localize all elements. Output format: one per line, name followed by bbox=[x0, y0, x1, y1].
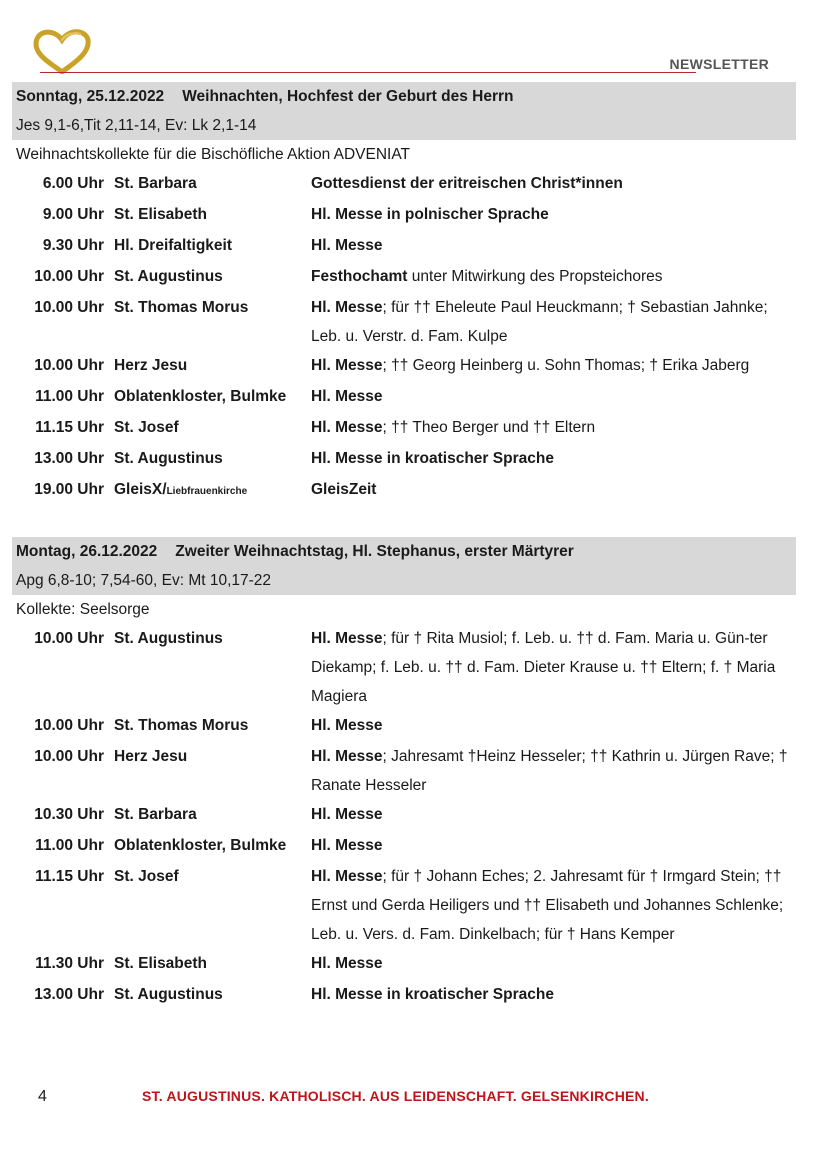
service-desc bbox=[309, 711, 796, 742]
place-name: GleisX/ bbox=[114, 481, 167, 498]
service-row bbox=[12, 200, 796, 231]
service-desc bbox=[309, 351, 796, 382]
service-time: 10.00 Uhr bbox=[34, 357, 104, 374]
service-time: 10.00 Uhr bbox=[34, 268, 104, 285]
service-time: 11.15 Uhr bbox=[35, 419, 104, 436]
service-place bbox=[104, 200, 309, 231]
service-row bbox=[12, 293, 796, 351]
place-name: Herz Jesu bbox=[114, 357, 188, 374]
day-date: Sonntag, 25.12.2022 bbox=[16, 88, 165, 105]
service-time: 13.00 Uhr bbox=[34, 986, 104, 1003]
service-row bbox=[12, 413, 796, 444]
service-place bbox=[104, 949, 309, 980]
service-row bbox=[12, 444, 796, 475]
place-name: St. Josef bbox=[114, 419, 179, 436]
service-title: Hl. Messe bbox=[311, 806, 383, 823]
day-feast: Weihnachten, Hochfest der Geburt des Herrn bbox=[182, 88, 514, 105]
service-row bbox=[12, 475, 796, 506]
service-place bbox=[104, 382, 309, 413]
service-row bbox=[12, 831, 796, 862]
place-name: St. Josef bbox=[114, 868, 179, 885]
place-name: Herz Jesu bbox=[114, 748, 188, 765]
service-row bbox=[12, 862, 796, 949]
service-place bbox=[104, 262, 309, 293]
service-time: 11.15 Uhr bbox=[35, 868, 104, 885]
service-row bbox=[12, 169, 796, 200]
service-title: Hl. Messe in kroatischer Sprache bbox=[311, 986, 554, 1003]
service-row bbox=[12, 800, 796, 831]
service-title: Hl. Messe bbox=[311, 299, 383, 316]
service-time: 10.00 Uhr bbox=[34, 630, 104, 647]
service-place bbox=[104, 475, 309, 506]
service-place bbox=[104, 293, 309, 351]
service-title: Hl. Messe bbox=[311, 717, 383, 734]
service-time: 11.00 Uhr bbox=[35, 388, 104, 405]
service-place bbox=[104, 624, 309, 711]
service-place bbox=[104, 980, 309, 1011]
service-intentions: ; Jahresamt †Heinz Hesseler; †† Kathrin u. Jürgen Rave; † Ranate Hesseler bbox=[311, 748, 788, 794]
service-desc bbox=[309, 862, 796, 949]
service-desc bbox=[309, 475, 796, 506]
service-row bbox=[12, 231, 796, 262]
day-feast: Zweiter Weihnachtstag, Hl. Stephanus, erster Märtyrer bbox=[175, 543, 574, 560]
place-name: Oblatenkloster, Bulmke bbox=[114, 837, 287, 854]
day-header bbox=[12, 82, 796, 140]
day-title bbox=[12, 82, 796, 111]
service-desc bbox=[309, 831, 796, 862]
service-place bbox=[104, 231, 309, 262]
service-time: 11.00 Uhr bbox=[35, 837, 104, 854]
place-name: St. Barbara bbox=[114, 175, 197, 192]
service-place bbox=[104, 413, 309, 444]
service-title: Hl. Messe in kroatischer Sprache bbox=[311, 450, 554, 467]
day-date: Montag, 26.12.2022 bbox=[16, 543, 158, 560]
service-desc bbox=[309, 231, 796, 262]
kollekte-line: Kollekte: Seelsorge bbox=[16, 601, 150, 618]
service-intentions: ; †† Georg Heinberg u. Sohn Thomas; † Erika Jaberg bbox=[382, 357, 750, 374]
service-title: Hl. Messe bbox=[311, 955, 383, 972]
day-header bbox=[12, 537, 796, 595]
service-desc bbox=[309, 949, 796, 980]
service-time: 10.00 Uhr bbox=[34, 748, 104, 765]
day-readings: Jes 9,1-6,Tit 2,11-14, Ev: Lk 2,1-14 bbox=[16, 117, 257, 134]
service-desc bbox=[309, 800, 796, 831]
service-desc bbox=[309, 382, 796, 413]
service-row bbox=[12, 742, 796, 800]
footer-slogan: ST. AUGUSTINUS. KATHOLISCH. AUS LEIDENSCHAFT. GELSENKIRCHEN. bbox=[142, 1088, 649, 1104]
place-name: St. Augustinus bbox=[114, 268, 223, 285]
place-name: St. Thomas Morus bbox=[114, 299, 249, 316]
service-intentions: ; für † Johann Eches; 2. Jahresamt für † Irmgard Stein; †† Ernst und Gerda Heiligers und †† Elisabeth und Johannes Schlenke; Leb. u. Vers. d. Fam. Dinkelbach; für † Hans Kemper bbox=[311, 868, 784, 943]
service-intentions: ; für † Rita Musiol; f. Leb. u. †† d. Fam. Maria u. Gün-ter Diekamp; f. Leb. u. †† d. Fam. Dieter Krause u. †† Eltern; f. † Maria Magiera bbox=[311, 630, 776, 705]
service-place bbox=[104, 800, 309, 831]
place-name: Oblatenkloster, Bulmke bbox=[114, 388, 287, 405]
service-time: 10.00 Uhr bbox=[34, 717, 104, 734]
service-title: Hl. Messe bbox=[311, 748, 383, 765]
service-row bbox=[12, 382, 796, 413]
newsletter-label: NEWSLETTER bbox=[669, 56, 769, 72]
service-title: Hl. Messe bbox=[311, 237, 383, 254]
place-name: St. Elisabeth bbox=[114, 955, 208, 972]
day-spacer bbox=[12, 506, 796, 537]
service-desc bbox=[309, 413, 796, 444]
place-sub: Liebfrauenkirche bbox=[166, 486, 248, 497]
service-title: Festhochamt bbox=[311, 268, 408, 285]
service-time: 6.00 Uhr bbox=[42, 175, 104, 192]
service-title: Hl. Messe bbox=[311, 630, 383, 647]
service-desc bbox=[309, 624, 796, 711]
service-row bbox=[12, 980, 796, 1011]
service-intentions: unter Mitwirkung des Propsteichores bbox=[407, 268, 663, 285]
service-time: 10.30 Uhr bbox=[34, 806, 104, 823]
service-time: 11.30 Uhr bbox=[35, 955, 104, 972]
header-rule bbox=[40, 72, 696, 73]
place-name: St. Augustinus bbox=[114, 630, 223, 647]
place-name: St. Thomas Morus bbox=[114, 717, 249, 734]
place-name: St. Elisabeth bbox=[114, 206, 208, 223]
service-place bbox=[104, 862, 309, 949]
service-title: Hl. Messe bbox=[311, 837, 383, 854]
service-time: 19.00 Uhr bbox=[34, 481, 104, 498]
place-name: Hl. Dreifaltigkeit bbox=[114, 237, 232, 254]
service-row bbox=[12, 949, 796, 980]
service-desc bbox=[309, 293, 796, 351]
service-place bbox=[104, 351, 309, 382]
service-intentions: ; †† Theo Berger und †† Eltern bbox=[382, 419, 596, 436]
service-row bbox=[12, 711, 796, 742]
service-time: 9.30 Uhr bbox=[42, 237, 104, 254]
service-row bbox=[12, 624, 796, 711]
service-place bbox=[104, 169, 309, 200]
service-title: Hl. Messe bbox=[311, 357, 383, 374]
service-place bbox=[104, 711, 309, 742]
service-title: Hl. Messe bbox=[311, 388, 383, 405]
service-time: 13.00 Uhr bbox=[34, 450, 104, 467]
service-row bbox=[12, 351, 796, 382]
service-time: 10.00 Uhr bbox=[34, 299, 104, 316]
service-row bbox=[12, 262, 796, 293]
service-place bbox=[104, 742, 309, 800]
service-desc bbox=[309, 262, 796, 293]
kollekte-line: Weihnachtskollekte für die Bischöfliche Aktion ADVENIAT bbox=[16, 146, 411, 163]
service-place bbox=[104, 831, 309, 862]
service-intentions: ; für †† Eheleute Paul Heuckmann; † Sebastian Jahnke; Leb. u. Verstr. d. Fam. Kulpe bbox=[311, 299, 768, 345]
place-name: St. Augustinus bbox=[114, 986, 223, 1003]
heart-logo-icon bbox=[32, 26, 94, 74]
service-desc bbox=[309, 169, 796, 200]
service-desc bbox=[309, 742, 796, 800]
page-number: 4 bbox=[38, 1088, 47, 1105]
day-readings: Apg 6,8-10; 7,54-60, Ev: Mt 10,17-22 bbox=[16, 572, 272, 589]
day-title bbox=[12, 537, 796, 566]
service-title: Hl. Messe bbox=[311, 868, 383, 885]
service-title: Hl. Messe in polnischer Sprache bbox=[311, 206, 549, 223]
place-name: St. Augustinus bbox=[114, 450, 223, 467]
service-desc bbox=[309, 444, 796, 475]
service-title: Gottesdienst der eritreischen Christ*innen bbox=[311, 175, 623, 192]
service-title: Hl. Messe bbox=[311, 419, 383, 436]
service-desc bbox=[309, 200, 796, 231]
service-place bbox=[104, 444, 309, 475]
service-title: GleisZeit bbox=[311, 481, 377, 498]
place-name: St. Barbara bbox=[114, 806, 197, 823]
schedule bbox=[12, 82, 796, 1011]
service-desc bbox=[309, 980, 796, 1011]
service-time: 9.00 Uhr bbox=[42, 206, 104, 223]
